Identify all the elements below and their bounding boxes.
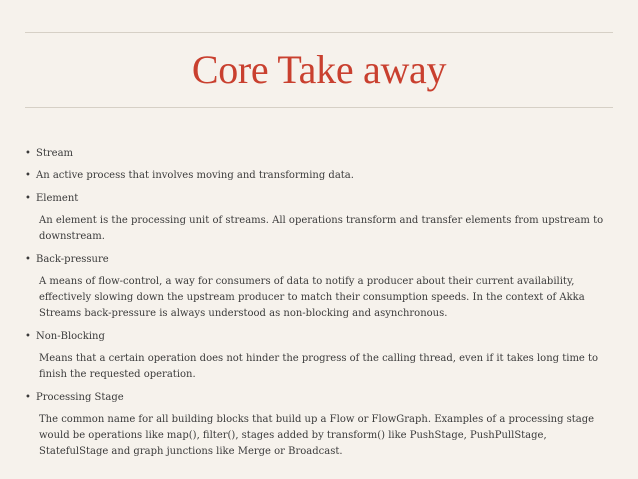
bullet-dot: • xyxy=(25,254,31,265)
slide-title: Core Take away xyxy=(191,47,447,92)
sub-bullet-text: An active process that involves moving and transforming data. xyxy=(36,170,354,181)
slide-body xyxy=(25,146,615,467)
bullet-description: A means of flow-control, a way for consumers of data to notify a producer about their current availability, effectively slowing down the upstream producer to match their consumption speeds. In the context of Akka Streams back-pressure is always understood as non-blocking and asynchronous. xyxy=(39,276,585,319)
top-divider xyxy=(25,32,613,33)
bullet-dot: • xyxy=(25,392,31,403)
bullet-description: The common name for all building blocks that build up a Flow or FlowGraph. Examples of a processing stage would be operations like map(), filter(), stages added by transform() like PushStage, PushPullStage, StatefulStage and graph junctions like Merge or Broadcast. xyxy=(39,414,595,457)
bullet-description: An element is the processing unit of streams. All operations transform and transfer elements from upstream to downstream. xyxy=(39,215,604,242)
sub-bullet xyxy=(25,168,615,184)
bullet-element xyxy=(25,191,615,245)
bullet-description: Means that a certain operation does not hinder the progress of the calling thread, even if it takes long time to finish the requested operation. xyxy=(39,353,599,380)
sub-bullet-dot: • xyxy=(25,170,31,181)
bullet-stream xyxy=(25,146,615,184)
title-divider xyxy=(25,107,613,108)
bullet-label: Non-Blocking xyxy=(36,331,105,342)
bullet-dot: • xyxy=(25,148,31,159)
bullet-label: Element xyxy=(36,193,79,204)
bullet-dot: • xyxy=(25,193,31,204)
bullet-dot: • xyxy=(25,331,31,342)
bullet-processing-stage xyxy=(25,390,615,460)
bullet-label: Back-pressure xyxy=(36,254,109,265)
bullet-back-pressure xyxy=(25,252,615,322)
bullet-label: Stream xyxy=(36,148,74,159)
bullet-label: Processing Stage xyxy=(36,392,124,403)
bullet-non-blocking xyxy=(25,329,615,383)
